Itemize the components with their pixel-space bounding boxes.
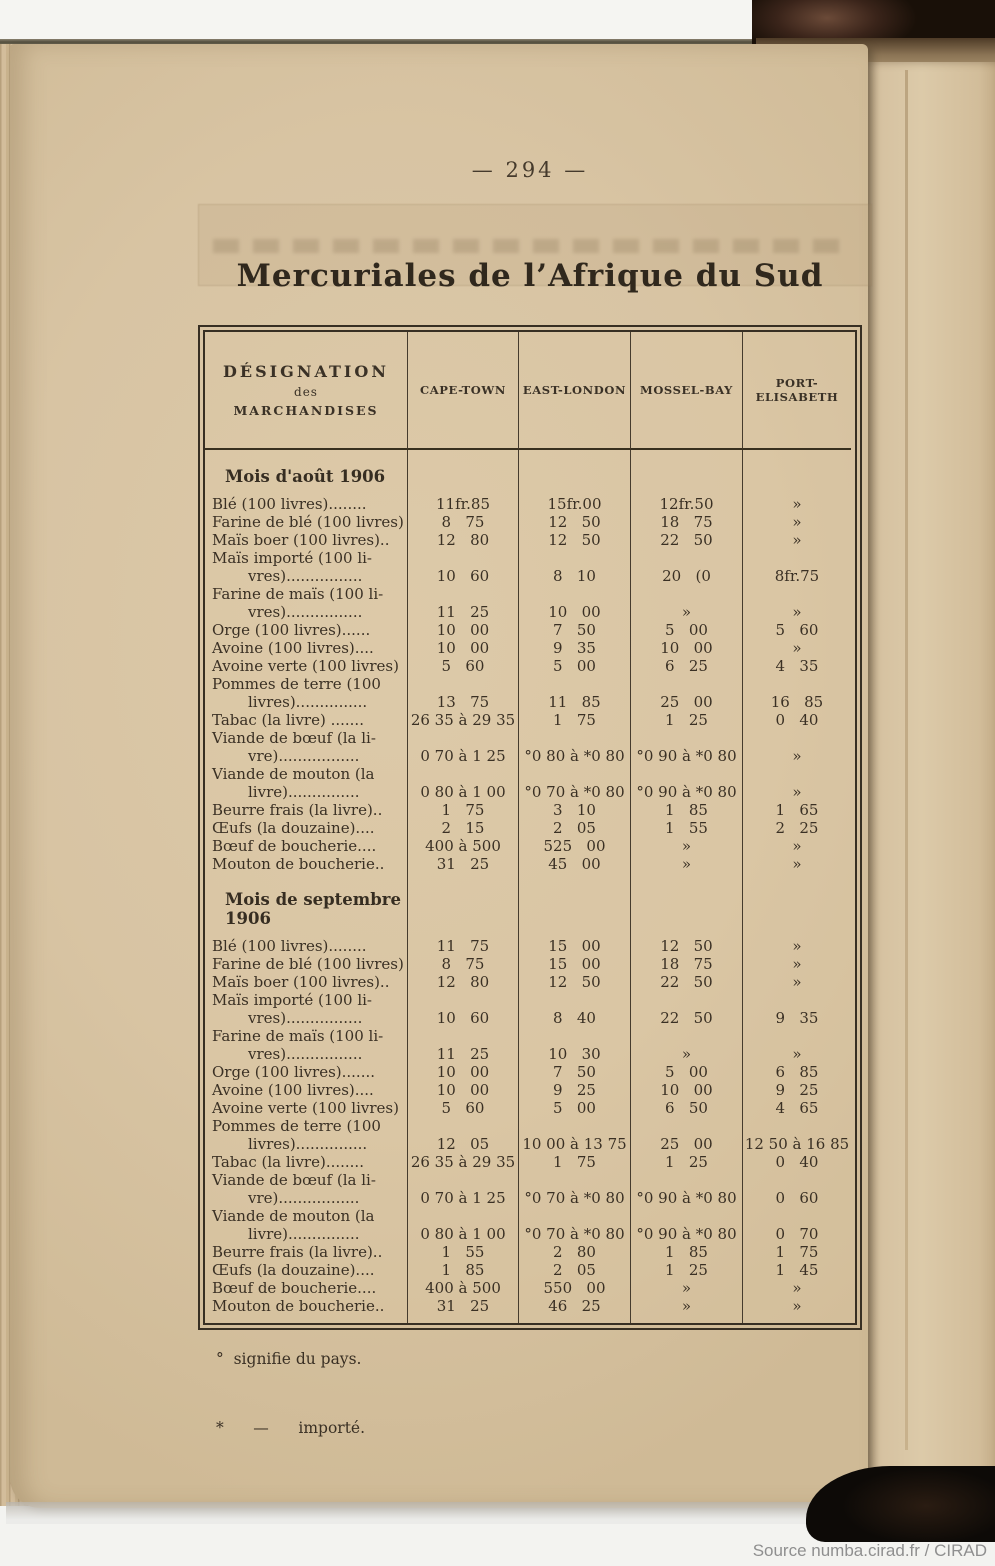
price-cell: 0 70 à 1 25 [407,1171,518,1207]
price-cell: » [630,585,742,621]
empty-cell [407,1315,518,1323]
price-cell: 11fr.85 [407,495,518,513]
price-cell: 25 00 [630,1117,742,1153]
row-label: Avoine verte (100 livres) [212,657,399,675]
table-row [205,1117,855,1153]
header-east-london: EAST-LONDON [518,332,630,450]
price-cell: 26 35 à 29 35 [407,711,518,729]
price-cell: 0 70 [742,1207,851,1243]
header-port-elisabeth: PORT-ELISABETH [742,332,851,450]
price-cell: 9 25 [742,1081,851,1099]
row-label: Mouton de boucherie.. [212,855,385,873]
price-cell: 0 60 [742,1171,851,1207]
row-label: Blé (100 livres)........ [212,495,367,513]
empty-cell [407,873,518,937]
table-row [205,973,855,991]
empty-cell [630,1315,742,1323]
table-row [205,1063,855,1081]
row-label: Œufs (la douzaine).... [212,819,375,837]
ink-bleedthrough-lines [213,239,853,253]
row-label: Viande de bœuf (la li- vre)................. [212,729,376,765]
scan-source-attribution: Source numba.cirad.fr / CIRAD [752,1541,987,1560]
table-row [205,1243,855,1261]
price-cell: 12 50 [630,937,742,955]
row-label: Viande de bœuf (la li- vre)................. [212,1171,376,1207]
price-cell: 1 25 [630,711,742,729]
empty-cell [742,873,851,937]
row-label: Farine de maïs (100 li- vres)................ [212,585,384,621]
table-row [205,513,855,531]
price-cell: 15 00 [518,937,630,955]
table-row [205,621,855,639]
price-cell: °0 90 à *0 80 [630,765,742,801]
row-label: Avoine (100 livres).... [212,1081,374,1099]
table-row [205,585,855,621]
row-label: Pommes de terre (100 livres)............... [212,1117,381,1153]
price-cell: » [742,495,851,513]
price-cell: » [742,955,851,973]
price-cell: 2 80 [518,1243,630,1261]
price-cell: 9 25 [518,1081,630,1099]
empty-cell [630,450,742,495]
table-row [205,1099,855,1117]
footnote-importe: * — importé. [216,1419,366,1437]
header-designation-line3: MARCHANDISES [233,403,379,418]
document-title: Mercuriales de l’Afrique du Sud [236,258,824,294]
price-cell: 7 50 [518,1063,630,1081]
price-cell: 5 00 [518,657,630,675]
empty-cell [407,450,518,495]
price-cell: 5 60 [407,1099,518,1117]
table-row [205,819,855,837]
table-header-row [205,332,855,450]
price-cell: 10 00 [407,621,518,639]
price-cell: » [742,765,851,801]
price-cell: 1 75 [518,1153,630,1171]
empty-cell [630,873,742,937]
price-cell: 0 70 à 1 25 [407,729,518,765]
price-cell: 1 85 [407,1261,518,1279]
price-cell: 3 10 [518,801,630,819]
price-cell: 5 00 [630,621,742,639]
row-label: Mouton de boucherie.. [212,1297,385,1315]
price-cell: 9 35 [518,639,630,657]
price-cell: » [742,531,851,549]
header-cape-town: CAPE-TOWN [407,332,518,450]
price-cell: 5 60 [742,621,851,639]
price-cell: » [742,937,851,955]
price-cell: 10 00 [630,1081,742,1099]
price-cell: » [742,585,851,621]
row-label: Pommes de terre (100 livres)............... [212,675,381,711]
row-label: Orge (100 livres)....... [212,1063,376,1081]
price-cell: 1 75 [518,711,630,729]
row-label: Farine de blé (100 livres) [212,513,404,531]
price-cell: 12 50 [518,973,630,991]
price-cell: 11 85 [518,675,630,711]
price-cell: °0 70 à *0 80 [518,1171,630,1207]
row-label: Farine de blé (100 livres) [212,955,404,973]
price-cell: 15fr.00 [518,495,630,513]
price-cell: 525 00 [518,837,630,855]
header-designation-line1: DÉSIGNATION [223,362,389,381]
price-cell: 1 55 [407,1243,518,1261]
empty-cell [518,450,630,495]
empty-cell [518,1315,630,1323]
price-cell: 11 25 [407,1027,518,1063]
price-cell: 12 50 [518,513,630,531]
price-cell: » [630,855,742,873]
row-label: Tabac (la livre)........ [212,1153,364,1171]
section-title-row [205,450,855,495]
price-cell: 8fr.75 [742,549,851,585]
price-table [203,330,857,1325]
row-label: Maïs boer (100 livres).. [212,973,390,991]
header-designation [205,332,407,450]
row-label: Viande de mouton (la livre)............... [212,765,375,801]
price-cell: 12 05 [407,1117,518,1153]
price-cell: 10 00 [518,585,630,621]
price-cell: 12 80 [407,531,518,549]
price-cell: 400 à 500 [407,837,518,855]
price-cell: 18 75 [630,513,742,531]
price-cell: 6 50 [630,1099,742,1117]
price-cell: 1 25 [630,1153,742,1171]
price-cell: 2 15 [407,819,518,837]
price-cell: 25 00 [630,675,742,711]
price-cell: 1 55 [630,819,742,837]
price-cell: 5 00 [518,1099,630,1117]
price-cell: 10 00 [407,1063,518,1081]
row-label: Tabac (la livre) ....... [212,711,364,729]
price-cell: 4 65 [742,1099,851,1117]
price-cell: 0 40 [742,711,851,729]
price-cell: 5 60 [407,657,518,675]
row-label: Farine de maïs (100 li- vres)................ [212,1027,384,1063]
price-cell: 46 25 [518,1297,630,1315]
row-label: Viande de mouton (la livre)............... [212,1207,375,1243]
row-label: Avoine (100 livres).... [212,639,374,657]
price-cell: 1 45 [742,1261,851,1279]
price-cell: » [742,729,851,765]
price-cell: » [742,855,851,873]
table-row [205,1153,855,1171]
price-cell: 10 00 [407,639,518,657]
table-row [205,711,855,729]
price-cell: 20 (0 [630,549,742,585]
row-label: Maïs importé (100 li- vres)................ [212,549,372,585]
price-cell: 0 80 à 1 00 [407,765,518,801]
price-cell: 5 00 [630,1063,742,1081]
table-row [205,837,855,855]
section-title-row [205,873,855,937]
price-cell: 13 75 [407,675,518,711]
table-row [205,765,855,801]
price-cell: °0 90 à *0 80 [630,1171,742,1207]
price-cell: 8 75 [407,955,518,973]
price-cell: 12 50 [518,531,630,549]
price-cell: » [742,1297,851,1315]
price-cell: 10 00 [630,639,742,657]
price-cell: 22 50 [630,531,742,549]
row-label: Avoine verte (100 livres) [212,1099,399,1117]
price-cell: 12 80 [407,973,518,991]
price-cell: 22 50 [630,973,742,991]
price-cell: 16 85 [742,675,851,711]
table-row [205,1207,855,1243]
price-cell: °0 70 à *0 80 [518,765,630,801]
price-cell: 10 30 [518,1027,630,1063]
price-cell: 9 35 [742,991,851,1027]
price-cell: 1 75 [407,801,518,819]
page-number: — 294 — [471,158,589,182]
price-cell: » [630,1027,742,1063]
table-row [205,1261,855,1279]
price-cell: 1 85 [630,801,742,819]
price-cell: 4 35 [742,657,851,675]
table-row [205,1279,855,1297]
row-label: Beurre frais (la livre).. [212,801,383,819]
page-bottom-shadow [6,1502,886,1524]
price-cell: 11 25 [407,585,518,621]
footnote-pays: ° signifie du pays. [216,1350,362,1368]
price-cell: » [742,639,851,657]
price-cell: 2 05 [518,1261,630,1279]
price-cell: 8 75 [407,513,518,531]
price-cell: 1 25 [630,1261,742,1279]
table-row [205,1081,855,1099]
section-title: Mois de septembre 1906 [225,890,401,928]
price-cell: 550 00 [518,1279,630,1297]
price-cell: 6 25 [630,657,742,675]
price-cell: » [742,837,851,855]
row-label: Maïs boer (100 livres).. [212,531,390,549]
empty-cell [518,873,630,937]
price-cell: 12 50 à 16 85 [742,1117,851,1153]
price-cell: °0 70 à *0 80 [518,1207,630,1243]
price-cell: 26 35 à 29 35 [407,1153,518,1171]
price-cell: 8 10 [518,549,630,585]
price-cell: 22 50 [630,991,742,1027]
price-cell: 45 00 [518,855,630,873]
price-cell: » [630,837,742,855]
price-cell: 10 00 à 13 75 [518,1117,630,1153]
table-row [205,549,855,585]
price-cell: 31 25 [407,855,518,873]
price-cell: 0 40 [742,1153,851,1171]
price-cell: 1 65 [742,801,851,819]
price-cell: 1 85 [630,1243,742,1261]
empty-cell [742,450,851,495]
footnotes [216,1302,365,1486]
price-cell: 10 60 [407,991,518,1027]
price-cell: 1 75 [742,1243,851,1261]
price-cell: °0 80 à *0 80 [518,729,630,765]
row-label: Orge (100 livres)...... [212,621,371,639]
table-row [205,1171,855,1207]
table-row [205,495,855,513]
price-cell: 10 00 [407,1081,518,1099]
price-cell: 7 50 [518,621,630,639]
row-label: Maïs importé (100 li- vres)................ [212,991,372,1027]
price-cell: 6 85 [742,1063,851,1081]
table-row [205,657,855,675]
price-cell: » [742,1279,851,1297]
row-label: Beurre frais (la livre).. [212,1243,383,1261]
table-row [205,955,855,973]
row-label: Blé (100 livres)........ [212,937,367,955]
price-cell: 15 00 [518,955,630,973]
table-row [205,855,855,873]
price-cell: 0 80 à 1 00 [407,1207,518,1243]
row-label: Bœuf de boucherie.... [212,1279,377,1297]
table-row [205,801,855,819]
price-cell: » [742,1027,851,1063]
table-row [205,1027,855,1063]
table-row [205,729,855,765]
header-mossel-bay: MOSSEL-BAY [630,332,742,450]
price-cell: » [630,1279,742,1297]
price-cell: 10 60 [407,549,518,585]
row-label: Œufs (la douzaine).... [212,1261,375,1279]
price-cell: 18 75 [630,955,742,973]
row-label: Bœuf de boucherie.... [212,837,377,855]
price-cell: 2 05 [518,819,630,837]
table-row [205,531,855,549]
section-title: Mois d'août 1906 [225,467,386,486]
empty-cell [742,1315,851,1323]
table-row [205,675,855,711]
price-cell: 11 75 [407,937,518,955]
table-row [205,991,855,1027]
price-cell: 2 25 [742,819,851,837]
table-body [205,450,855,1323]
header-designation-line2: des [294,385,318,399]
price-cell: °0 90 à *0 80 [630,729,742,765]
price-cell: 12fr.50 [630,495,742,513]
price-cell: » [630,1297,742,1315]
price-cell: °0 90 à *0 80 [630,1207,742,1243]
price-cell: 400 à 500 [407,1279,518,1297]
table-row [205,937,855,955]
price-cell: » [742,513,851,531]
price-cell: » [742,973,851,991]
table-row [205,639,855,657]
price-cell: 8 40 [518,991,630,1027]
price-cell: 31 25 [407,1297,518,1315]
